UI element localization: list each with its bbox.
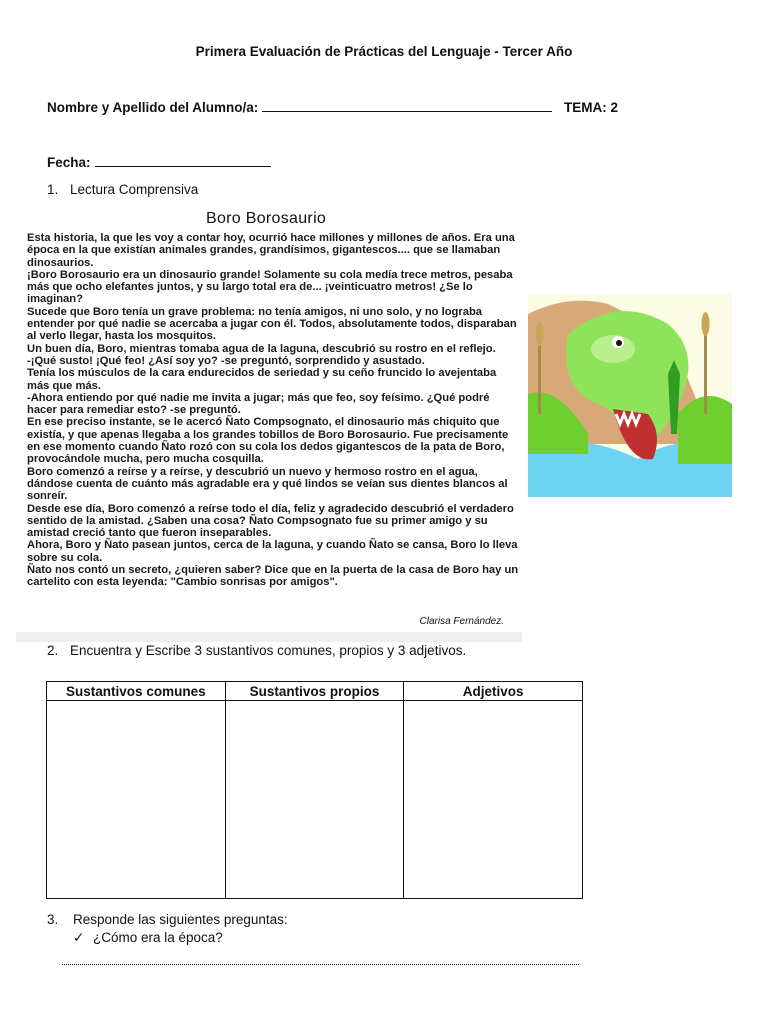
story-paragraph: ¡Boro Borosaurio era un dinosaurio grande! Solamente su cola medía trece metros, pesaba más que ocho elefantes juntos, y su largo total era de... ¡veinticuatro metros! ¿Se lo imaginan? — [27, 268, 513, 306]
section-3-label: Responde las siguientes preguntas: — [73, 912, 288, 927]
common-nouns-answer-cell[interactable] — [47, 701, 226, 899]
story-paragraph: Ahora, Boro y Ñato pasean juntos, cerca de la laguna, y cuando Ñato se cansa, Boro lo lleva sobre su cola. — [27, 539, 518, 564]
date-blank[interactable] — [95, 154, 271, 167]
column-header-adjectives: Adjetivos — [404, 682, 583, 701]
story-paragraph: Boro comenzó a reírse y a reírse, y descubrió un nuevo y hermoso rostro en el agua, dándose cuenta de cuánto más agradable era y qué lindos se veían sus dientes blancos al sonreír. — [27, 465, 508, 503]
story-paragraph: Sucede que Boro tenía un grave problema: no tenía amigos, ni uno solo, y no lograba entender por qué nadie se acercaba a jugar con él. Todos, absolutamente todos, disparaban al verlo llegar, hasta los mosquitos. — [27, 305, 517, 343]
story-paragraph: Desde ese día, Boro comenzó a reírse todo el día, feliz y agradecido descubrió el verdadero sentido de la amistad. ¿Saben una cosa? Ñato Compsognato fue su primer amigo y su amistad creció tanto que fueron inseparables. — [27, 502, 514, 540]
date-label: Fecha: — [47, 155, 91, 170]
tema-label: TEMA: 2 — [564, 100, 619, 115]
column-header-common-nouns: Sustantivos comunes — [47, 682, 226, 701]
story-paragraph: Tenía los músculos de la cara endurecidos de seriedad y su ceño fruncido lo avejentaba más que más. — [27, 367, 497, 392]
page-title: Primera Evaluación de Prácticas del Lenguaje - Tercer Año — [195, 44, 573, 59]
story-author: Clarisa Fernández. — [419, 616, 504, 627]
student-name-blank[interactable] — [262, 99, 552, 112]
story-paragraph: -Ahora entiendo por qué nadie me invita a jugar; más que feo, soy feísimo. ¿Qué podré hacer para remediar esto? -se preguntó. — [27, 391, 490, 417]
column-header-proper-nouns: Sustantivos propios — [225, 682, 404, 701]
section-3-heading — [47, 912, 288, 927]
section-2-number: 2. — [47, 643, 59, 658]
answer-dotted-line[interactable] — [62, 962, 579, 965]
story-paragraph: Un buen día, Boro, mientras tomaba agua de la laguna, descubrió su rostro en el reflejo. — [27, 342, 496, 355]
story-title: Boro Borosaurio — [206, 210, 327, 227]
student-name-line — [47, 99, 618, 115]
story-panel — [16, 206, 522, 642]
answers-header-row — [47, 682, 583, 701]
proper-nouns-answer-cell[interactable] — [225, 701, 404, 899]
question-item — [73, 930, 223, 946]
student-name-label: Nombre y Apellido del Alumno/a: — [47, 100, 259, 115]
section-1-label: Lectura Comprensiva — [70, 182, 199, 197]
dinosaur-illustration — [528, 294, 732, 497]
date-line — [47, 154, 271, 170]
checkmark-icon: ✓ — [73, 930, 85, 945]
section-1-heading — [47, 182, 198, 197]
question-text: ¿Cómo era la época? — [93, 930, 223, 945]
story-paragraph: Esta historia, la que les voy a contar hoy, ocurrió hace millones y millones de años. Era una época en la que existían animales grandes, grandísimos, gigantescos.... que se llamaban dinosaurios. — [27, 232, 515, 269]
section-1-number: 1. — [47, 182, 59, 197]
section-2-heading — [47, 643, 466, 658]
answers-table — [46, 681, 583, 899]
adjectives-answer-cell[interactable] — [404, 701, 583, 899]
story-paragraph: Ñato nos contó un secreto, ¿quieren saber? Dice que en la puerta de la casa de Boro hay un cartelito con esta leyenda: "Cambio sonrisas por amigos". — [27, 564, 519, 589]
section-2-label: Encuentra y Escribe 3 sustantivos comunes, propios y 3 adjetivos. — [70, 643, 467, 658]
story-paragraph: En ese preciso instante, se le acercó Ñato Compsognato, el dinosaurio más chiquito que existía, y que apenas llegaba a los grandes tobillos de Boro Borosaurio. Fue precisamente en ese momento cuando Ñato rozó con su cola los dedos gigantescos de la pata de Boro, provocándole mucha, pero mucha cosquilla. — [27, 416, 509, 466]
section-3-number: 3. — [47, 912, 59, 927]
story-body — [27, 232, 521, 589]
story-paragraph: -¡Qué susto! ¡Qué feo! ¿Así soy yo? -se preguntó, sorprendido y asustado. — [27, 354, 425, 367]
answers-body-row — [47, 701, 583, 899]
dinosaur-drawing — [528, 294, 732, 497]
